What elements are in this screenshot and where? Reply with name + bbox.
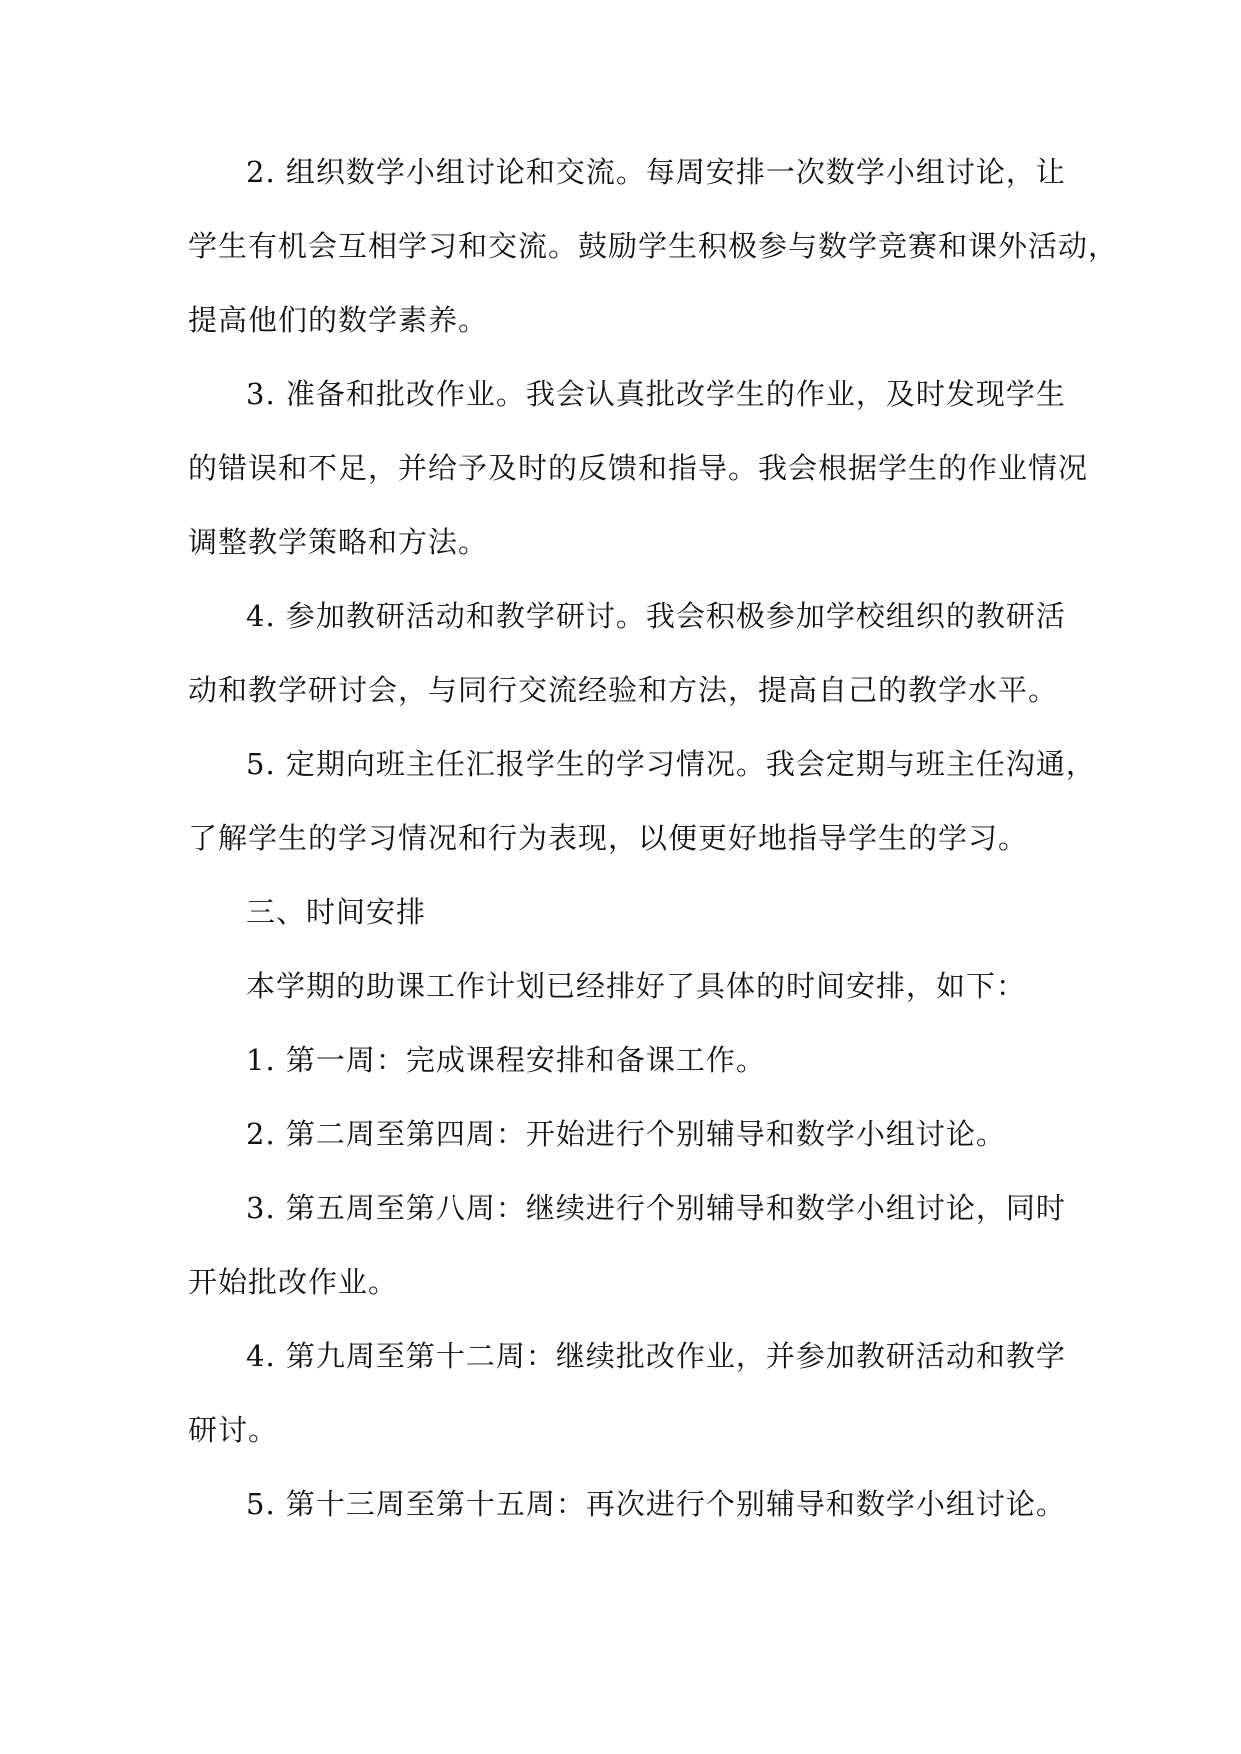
schedule-intro: 本学期的助课工作计划已经排好了具体的时间安排，如下： (246, 969, 1027, 1003)
paragraph-item-3-line-1: 3. 准备和批改作业。我会认真批改学生的作业，及时发现学生 (246, 377, 1066, 411)
paragraph-item-4-line-1: 4. 参加教研活动和教学研讨。我会积极参加学校组织的教研活 (246, 599, 1066, 633)
schedule-item-4-line-1: 4. 第九周至第十二周：继续批改作业，并参加教研活动和教学 (246, 1339, 1066, 1373)
paragraph-item-2-line-3: 提高他们的数学素养。 (188, 303, 489, 337)
paragraph-item-2-line-1: 2. 组织数学小组讨论和交流。每周安排一次数学小组讨论，让 (246, 155, 1066, 189)
paragraph-item-2-line-2: 学生有机会互相学习和交流。鼓励学生积极参与数学竞赛和课外活动， (188, 229, 1119, 263)
section-heading-time-schedule: 三、时间安排 (246, 895, 427, 929)
paragraph-item-5-line-1: 5. 定期向班主任汇报学生的学习情况。我会定期与班主任沟通， (246, 747, 1096, 781)
schedule-item-1: 1. 第一周：完成课程安排和备课工作。 (246, 1043, 766, 1077)
paragraph-item-3-line-2: 的错误和不足，并给予及时的反馈和指导。我会根据学生的作业情况 (188, 451, 1089, 485)
schedule-item-4-line-2: 研讨。 (188, 1413, 279, 1447)
paragraph-item-5-line-2: 了解学生的学习情况和行为表现，以便更好地指导学生的学习。 (188, 821, 1029, 855)
schedule-item-5: 5. 第十三周至第十五周：再次进行个别辅导和数学小组讨论。 (246, 1487, 1066, 1521)
paragraph-item-4-line-2: 动和教学研讨会，与同行交流经验和方法，提高自己的教学水平。 (188, 673, 1059, 707)
paragraph-item-3-line-3: 调整教学策略和方法。 (188, 525, 489, 559)
schedule-item-2: 2. 第二周至第四周：开始进行个别辅导和数学小组讨论。 (246, 1117, 1006, 1151)
schedule-item-3-line-2: 开始批改作业。 (188, 1265, 399, 1299)
schedule-item-3-line-1: 3. 第五周至第八周：继续进行个别辅导和数学小组讨论，同时 (246, 1191, 1066, 1225)
